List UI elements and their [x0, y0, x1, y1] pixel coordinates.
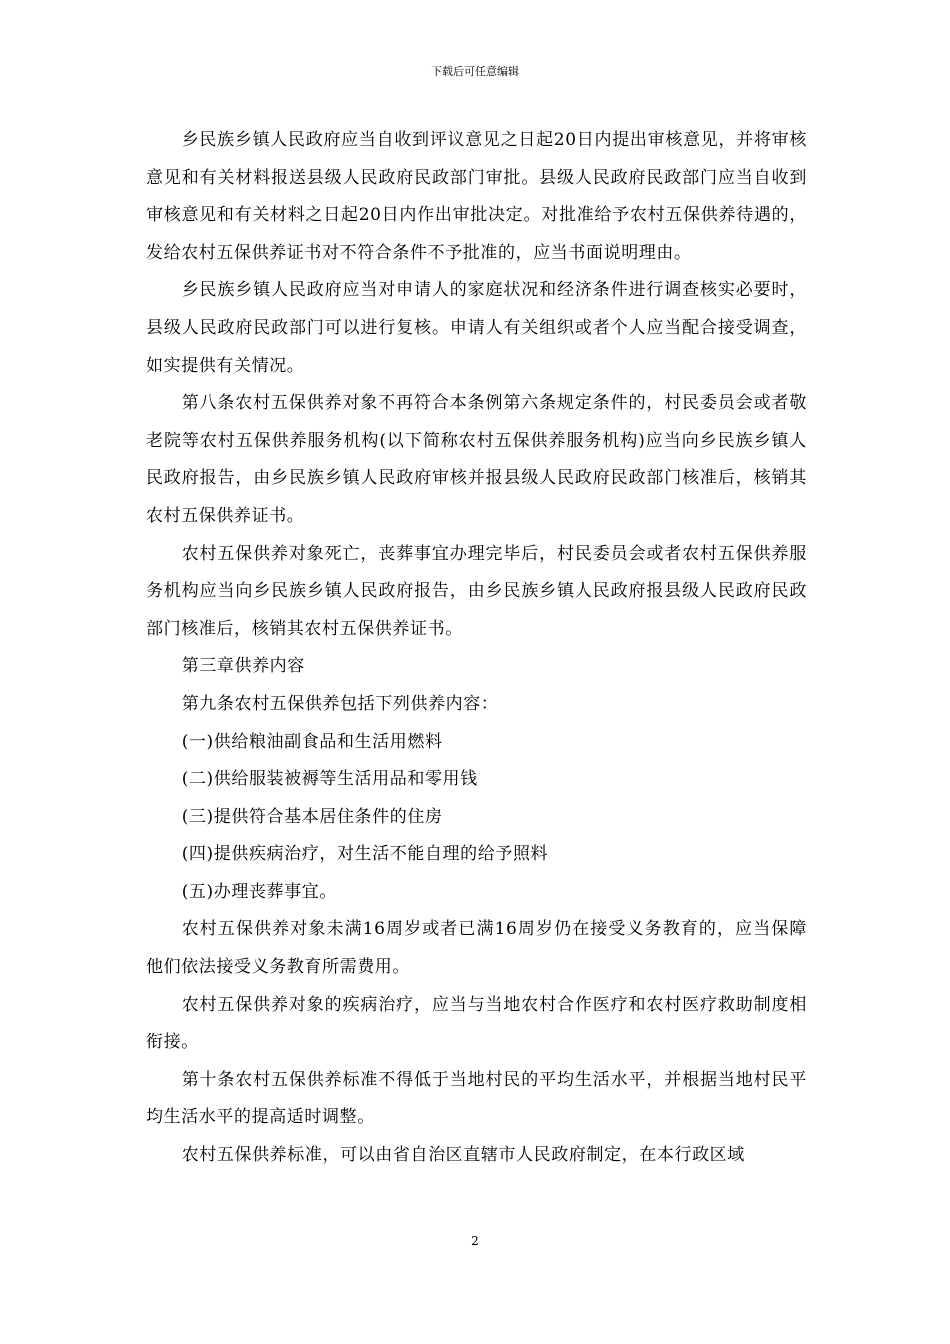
- list-item-2: (二)供给服装被褥等生活用品和零用钱: [181, 769, 478, 790]
- page-header-note: 下载后可任意编辑: [431, 65, 519, 78]
- page-number: 2: [471, 1234, 479, 1248]
- paragraph-14: 第十条农村五保供养标准不得低于当地村民的平均生活水平，并根据当地村民平均生活水平的提高适时调整。: [146, 1069, 807, 1128]
- list-item-5: (五)办理丧葬事宜。: [181, 881, 337, 902]
- list-item-3: (三)提供符合基本居住条件的住房: [181, 806, 443, 827]
- list-item-1: (一)供给粮油副食品和生活用燃料: [181, 731, 443, 752]
- paragraph-4: 农村五保供养对象死亡，丧葬事宜办理完毕后，村民委员会或者农村五保供养服务机构应当向乡民族乡镇人民政府报告，由乡民族乡镇人民政府报县级人民政府民政部门核准后，核销其农村五保供养证书。: [146, 543, 807, 639]
- list-item-4: (四)提供疾病治疗，对生活不能自理的给予照料: [181, 844, 549, 865]
- paragraph-3: 第八条农村五保供养对象不再符合本条例第六条规定条件的，村民委员会或者敬老院等农村五保供养服务机构(以下简称农村五保供养服务机构)应当向乡民族乡镇人民政府报告，由乡民族乡镇人民政府审核并报县级人民政府民政部门核准后，核销其农村五保供养证书。: [146, 393, 807, 526]
- document-body: [146, 122, 807, 1175]
- paragraph-6: 第九条农村五保供养包括下列供养内容：: [181, 693, 499, 714]
- paragraph-1: 乡民族乡镇人民政府应当自收到评议意见之日起20日内提出审核意见，并将审核意见和有关材料报送县级人民政府民政部门审批。县级人民政府民政部门应当自收到审核意见和有关材料之日起20日内作出审批决定。对批准给予农村五保供养待遇的，发给农村五保供养证书对不符合条件不予批准的，应当书面说明理由。: [146, 130, 807, 263]
- paragraph-12: 农村五保供养对象未满16周岁或者已满16周岁仍在接受义务教育的，应当保障他们依法接受义务教育所需费用。: [146, 919, 807, 978]
- paragraph-2: 乡民族乡镇人民政府应当对申请人的家庭状况和经济条件进行调查核实必要时，县级人民政府民政部门可以进行复核。申请人有关组织或者个人应当配合接受调查，如实提供有关情况。: [146, 280, 807, 376]
- paragraph-13: 农村五保供养对象的疾病治疗，应当与当地农村合作医疗和农村医疗救助制度相衔接。: [146, 994, 807, 1053]
- paragraph-15: 农村五保供养标准，可以由省自治区直辖市人民政府制定，在本行政区域: [181, 1145, 745, 1166]
- chapter-heading: 第三章供养内容: [181, 656, 305, 677]
